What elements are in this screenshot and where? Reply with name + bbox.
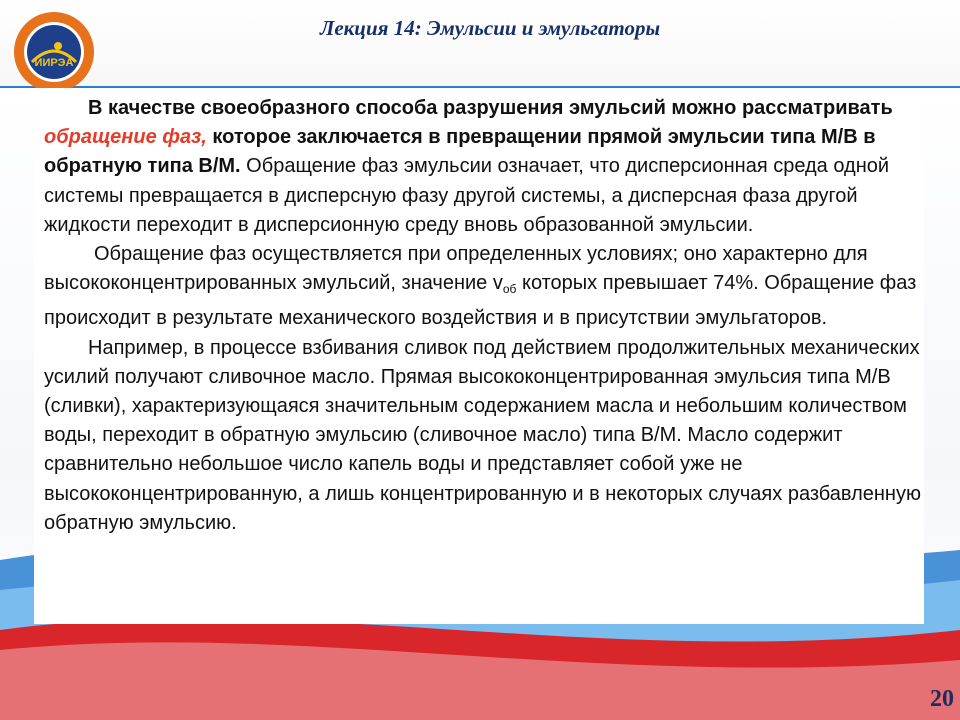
- header-band: [0, 0, 960, 88]
- p1-bold-start: В качестве своеобразного способа разрушения эмульсий можно рассматривать: [88, 97, 893, 119]
- lecture-text: [44, 94, 924, 538]
- p1-accent: обращение фаз,: [44, 126, 207, 149]
- paragraph-1: [44, 94, 924, 240]
- p3-text: Например, в процессе взбивания сливок под действием продолжительных механических усилий получают сливочное масло. Прямая высококонцентрированная эмульсия типа М/В (сливки), характеризующаяся значительным содержанием масла и небольшим количеством воды, переходит в обратную эмульсию (сливочное масло) типа В/М. Масло содержит сравнительно небольшое число капель воды и представляет собой уже не высококонцентрированную, а лишь концентрированную и в некоторых случаях разбавленную обратную эмульсию.: [44, 336, 921, 534]
- paragraph-3: [44, 334, 924, 538]
- p1-rest: Обращение фаз эмульсии означает, что дисперсионная среда одной системы превращается в дисперсную фазу другой системы, а дисперсная фаза другой жидкости переходит в дисперсионную среду вновь образованной эмульсии.: [44, 155, 890, 236]
- p2-part1: Обращение фаз осуществляется при определенных условиях; оно характерно для высококонцентрированных эмульсий, значение v: [44, 243, 868, 295]
- logo-text: ИИРЭА: [34, 57, 74, 69]
- university-logo: [12, 10, 96, 94]
- p1-bold-end: которое заключается в превращении прямой эмульсии типа М/В в обратную типа В/М.: [44, 126, 876, 178]
- paragraph-2: [44, 240, 924, 334]
- p2-subscript: об: [502, 282, 517, 297]
- page-number: 20: [930, 686, 954, 712]
- slide-title: Лекция 14: Эмульсии и эмульгаторы: [319, 16, 661, 40]
- p2-part2: которых превышает 74%. Обращение фаз происходит в результате механического воздействия и в присутствии эмульгаторов.: [44, 272, 917, 330]
